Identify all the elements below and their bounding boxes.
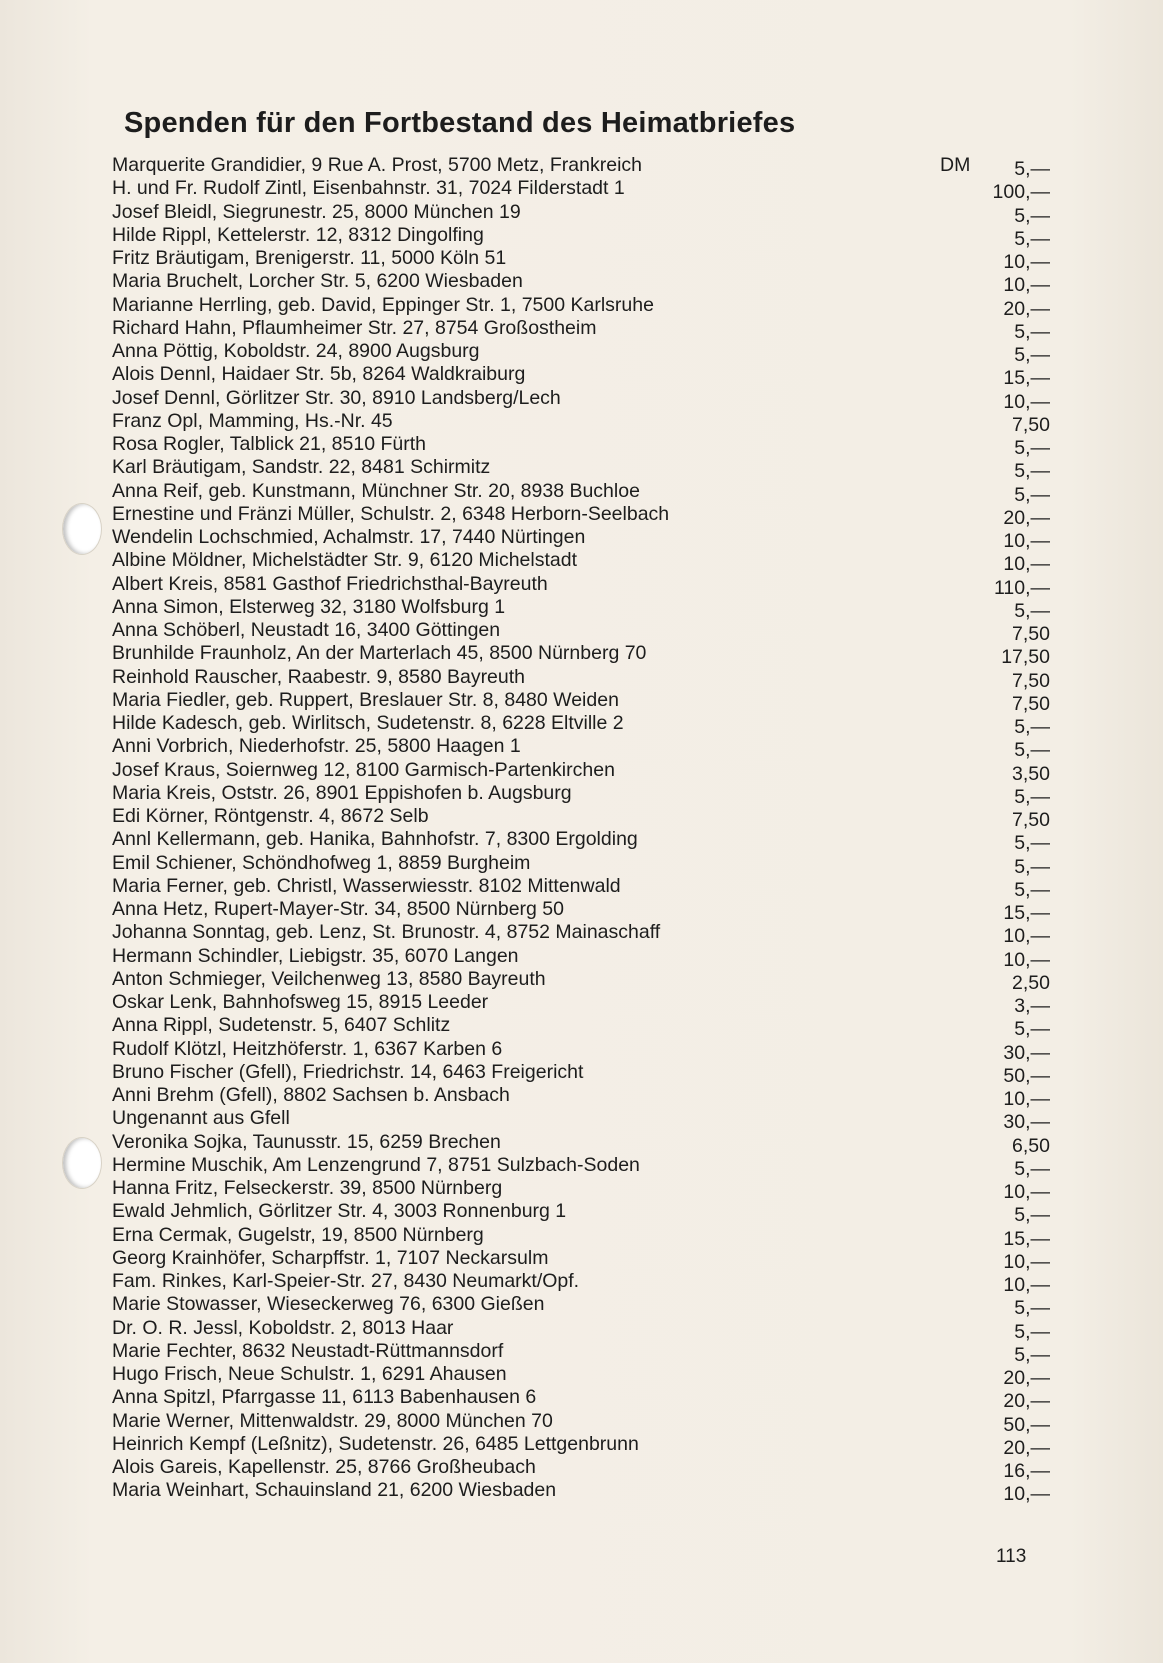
donor-name-address: Rudolf Klötzl, Heitzhöferstr. 1, 6367 Karben 6: [112, 1037, 503, 1060]
donation-row: [112, 735, 1050, 762]
donor-name-address: Josef Kraus, Soiernweg 12, 8100 Garmisch-Partenkirchen: [112, 758, 615, 781]
donation-amount: 10,—: [1003, 925, 1050, 948]
donation-amount: 10,—: [1003, 530, 1050, 552]
donation-amount: 5,—: [1014, 1157, 1050, 1180]
donor-name-address: Maria Ferner, geb. Christl, Wasserwiesstr. 8102 Mittenwald: [112, 874, 621, 897]
donation-row: [112, 688, 1050, 715]
donation-amount: 7,50: [1012, 623, 1050, 645]
donation-amount: 7,50: [1012, 669, 1050, 692]
donor-name-address: Annl Kellermann, geb. Hanika, Bahnhofstr. 7, 8300 Ergolding: [112, 828, 638, 851]
donation-amount: 50,—: [1003, 1413, 1050, 1436]
donation-amount: 5,—: [1014, 460, 1050, 483]
donation-amount: 6,50: [1012, 1134, 1050, 1157]
donor-name-address: Josef Bleidl, Siegrunestr. 25, 8000 München 19: [112, 200, 521, 223]
donation-row: [112, 851, 1050, 878]
donation-row: [112, 526, 1050, 552]
donation-amount: 5,—: [1014, 344, 1050, 366]
donor-name-address: Hilde Rippl, Kettelerstr. 12, 8312 Dingolfing: [112, 223, 484, 246]
donation-row: [112, 1223, 1050, 1250]
donation-row: [112, 316, 1050, 343]
donation-row: [112, 758, 1050, 785]
donor-name-address: Wendelin Lochschmied, Achalmstr. 17, 7440 Nürtingen: [112, 526, 586, 548]
donation-amount: 17,50: [1001, 646, 1050, 669]
donation-amount: 2,50: [1012, 971, 1050, 994]
donation-amount: 10,—: [1003, 390, 1050, 413]
donation-amount: 20,—: [1003, 506, 1050, 529]
donation-row: [112, 619, 1050, 645]
donation-row: [112, 479, 1050, 506]
donation-amount: 5,—: [1014, 878, 1050, 901]
donation-row: [112, 177, 1050, 204]
donation-row: [112, 642, 1050, 669]
currency-label: DM: [940, 154, 971, 176]
donor-name-address: Dr. O. R. Jessl, Koboldstr. 2, 8013 Haar: [112, 1316, 454, 1339]
donor-name-address: Hanna Fritz, Felseckerstr. 39, 8500 Nürnberg: [112, 1177, 503, 1199]
donor-name-address: Oskar Lenk, Bahnhofsweg 15, 8915 Leeder: [112, 991, 489, 1013]
donor-name-address: Anna Spitzl, Pfarrgasse 11, 6113 Babenhausen 6: [112, 1386, 537, 1409]
donation-row: [112, 386, 1050, 413]
donation-row: [112, 456, 1050, 483]
donor-name-address: Anna Schöberl, Neustadt 16, 3400 Göttingen: [112, 619, 501, 641]
donation-amount: 5,—: [1014, 716, 1050, 738]
donation-row: [112, 1246, 1050, 1273]
donor-name-address: Maria Kreis, Oststr. 26, 8901 Eppishofen b. Augsburg: [112, 781, 572, 804]
donor-name-address: Hermine Muschik, Am Lenzengrund 7, 8751 Sulzbach-Soden: [112, 1153, 640, 1176]
donation-row: [112, 1107, 1050, 1134]
donation-amount: 5,—: [1014, 483, 1050, 506]
donation-amount: 50,—: [1003, 1064, 1050, 1087]
donation-amount: 5,—: [1014, 158, 1050, 180]
donor-name-address: Alois Dennl, Haidaer Str. 5b, 8264 Waldkraiburg: [112, 363, 526, 386]
donation-amount: 7,50: [1012, 413, 1050, 436]
donor-name-address: Brunhilde Fraunholz, An der Marterlach 45, 8500 Nürnberg 70: [112, 642, 647, 665]
page-title: Spenden für den Fortbestand des Heimatbriefes: [124, 107, 796, 139]
donation-row: [112, 1409, 1050, 1436]
donation-row: [112, 1316, 1050, 1343]
donor-name-address: Ewald Jehmlich, Görlitzer Str. 4, 3003 Ronnenburg 1: [112, 1200, 567, 1223]
donation-amount: 20,—: [1003, 1390, 1050, 1413]
donation-amount: 3,50: [1012, 762, 1050, 785]
donation-row: [112, 944, 1050, 971]
donation-row: [112, 1130, 1050, 1157]
donor-name-address: Franz Opl, Mamming, Hs.-Nr. 45: [112, 409, 393, 432]
donation-row: [112, 1293, 1050, 1320]
donor-name-address: H. und Fr. Rudolf Zintl, Eisenbahnstr. 31, 7024 Filderstadt 1: [112, 177, 625, 200]
donor-name-address: Hilde Kadesch, geb. Wirlitsch, Sudetenstr. 8, 6228 Eltville 2: [112, 712, 624, 734]
donor-name-address: Marie Werner, Mittenwaldstr. 29, 8000 München 70: [112, 1409, 553, 1432]
donor-name-address: Johanna Sonntag, geb. Lenz, St. Brunostr. 4, 8752 Mainaschaff: [112, 921, 661, 944]
donor-name-address: Anna Hetz, Rupert-Mayer-Str. 34, 8500 Nürnberg 50: [112, 898, 564, 920]
donation-row: [112, 1084, 1050, 1110]
donation-amount: 7,50: [1012, 809, 1050, 831]
donation-amount: 10,—: [1003, 553, 1050, 576]
donation-amount: 10,—: [1003, 274, 1050, 297]
donor-name-address: Rosa Rogler, Talblick 21, 8510 Fürth: [112, 433, 426, 455]
donation-amount: 10,—: [1003, 251, 1050, 273]
donation-amount: 20,—: [1003, 1367, 1050, 1389]
donation-amount: 3,—: [1014, 995, 1050, 1017]
donor-name-address: Hermann Schindler, Liebigstr. 35, 6070 Langen: [112, 944, 519, 967]
donation-row: [112, 363, 1050, 390]
donation-row: [112, 1479, 1050, 1506]
donation-row: [112, 433, 1050, 459]
donor-name-address: Anna Pöttig, Koboldstr. 24, 8900 Augsburg: [112, 340, 480, 362]
donation-row: [112, 1270, 1050, 1296]
donation-amount: 16,—: [1003, 1460, 1050, 1482]
donation-row: [112, 1339, 1050, 1366]
page-number: 113: [996, 1546, 1027, 1567]
donation-row: [112, 781, 1050, 808]
donor-name-address: Alois Gareis, Kapellenstr. 25, 8766 Großheubach: [112, 1456, 536, 1478]
donation-amount: 5,—: [1014, 855, 1050, 878]
donation-amount: 10,—: [1003, 948, 1050, 971]
donation-row: [112, 967, 1050, 994]
donation-amount: 10,—: [1003, 1181, 1050, 1203]
donation-amount: 5,—: [1014, 227, 1050, 250]
donation-row: [112, 1200, 1050, 1227]
donation-amount: 5,—: [1014, 739, 1050, 762]
donation-amount: 5,—: [1014, 1320, 1050, 1343]
donation-amount: 15,—: [1003, 1227, 1050, 1250]
donation-row: [112, 828, 1050, 855]
donation-amount: 5,—: [1014, 1204, 1050, 1227]
donor-name-address: Josef Dennl, Görlitzer Str. 30, 8910 Landsberg/Lech: [112, 386, 561, 409]
punch-hole: [62, 1137, 102, 1189]
donation-amount: 5,—: [1014, 437, 1050, 459]
donation-amount: 7,50: [1012, 692, 1050, 715]
donation-row: [112, 665, 1050, 692]
donation-amount: 5,—: [1014, 599, 1050, 622]
donor-name-address: Karl Bräutigam, Sandstr. 22, 8481 Schirmitz: [112, 456, 491, 479]
donor-name-address: Maria Fiedler, geb. Ruppert, Breslauer Str. 8, 8480 Weiden: [112, 688, 619, 711]
donation-amount: 5,—: [1014, 1343, 1050, 1366]
donation-row: [112, 340, 1050, 366]
donation-row: [112, 595, 1050, 622]
donation-row: [112, 898, 1050, 924]
donor-name-address: Marie Stowasser, Wieseckerweg 76, 6300 Gießen: [112, 1293, 545, 1316]
donor-name-address: Marie Fechter, 8632 Neustadt-Rüttmannsdorf: [112, 1339, 504, 1362]
punch-hole: [62, 503, 102, 555]
donation-row: [112, 1432, 1050, 1459]
donor-name-address: Ungenannt aus Gfell: [112, 1107, 290, 1130]
donor-name-address: Erna Cermak, Gugelstr, 19, 8500 Nürnberg: [112, 1223, 484, 1246]
donation-amount: 30,—: [1003, 1111, 1050, 1134]
donor-name-address: Maria Weinhart, Schauinsland 21, 6200 Wiesbaden: [112, 1479, 557, 1502]
donation-row: [112, 991, 1050, 1017]
donation-row: [112, 1014, 1050, 1041]
donor-name-address: Marquerite Grandidier, 9 Rue A. Prost, 5700 Metz, Frankreich: [112, 154, 642, 176]
donation-row: [112, 1363, 1050, 1389]
donor-name-address: Edi Körner, Röntgenstr. 4, 8672 Selb: [112, 805, 429, 827]
donation-row: [112, 1060, 1050, 1087]
donor-name-address: Reinhold Rauscher, Raabestr. 9, 8580 Bayreuth: [112, 665, 526, 688]
donor-name-address: Fritz Bräutigam, Brenigerstr. 11, 5000 Köln 51: [112, 247, 507, 269]
donation-amount: 15,—: [1003, 367, 1050, 390]
donation-row: [112, 223, 1050, 250]
donation-row: [112, 409, 1050, 436]
donor-name-address: Fam. Rinkes, Karl-Speier-Str. 27, 8430 Neumarkt/Opf.: [112, 1270, 580, 1292]
donation-row: [112, 293, 1050, 320]
donor-name-address: Albert Kreis, 8581 Gasthof Friedrichsthal-Bayreuth: [112, 572, 548, 595]
donation-row: [112, 712, 1050, 738]
donor-name-address: Hugo Frisch, Neue Schulstr. 1, 6291 Ahausen: [112, 1363, 507, 1385]
donation-amount: 5,—: [1014, 204, 1050, 227]
donation-amount: 5,—: [1014, 832, 1050, 855]
donation-row: [112, 502, 1050, 529]
donor-name-address: Bruno Fischer (Gfell), Friedrichstr. 14, 6463 Freigericht: [112, 1060, 584, 1083]
donation-amount: 100,—: [992, 181, 1050, 204]
donation-row: [112, 549, 1050, 576]
donation-amount: 5,—: [1014, 1018, 1050, 1041]
donation-row: [112, 572, 1050, 599]
donation-amount: 10,—: [1003, 1088, 1050, 1110]
donor-name-address: Anna Simon, Elsterweg 32, 3180 Wolfsburg 1: [112, 595, 506, 618]
donation-amount: 5,—: [1014, 785, 1050, 808]
donation-amount: 110,—: [993, 576, 1050, 599]
donation-amount: 5,—: [1014, 320, 1050, 343]
donor-name-address: Veronika Sojka, Taunusstr. 15, 6259 Brechen: [112, 1130, 501, 1153]
donation-row: [112, 1456, 1050, 1482]
donation-row: [112, 874, 1050, 901]
donor-name-address: Anna Rippl, Sudetenstr. 5, 6407 Schlitz: [112, 1014, 451, 1037]
donation-row: [112, 200, 1050, 227]
donor-name-address: Ernestine und Fränzi Müller, Schulstr. 2, 6348 Herborn-Seelbach: [112, 502, 670, 525]
donation-amount: 20,—: [1003, 297, 1050, 320]
donation-row: [112, 805, 1050, 831]
donor-name-address: Anna Reif, geb. Kunstmann, Münchner Str. 20, 8938 Buchloe: [112, 479, 640, 502]
donor-name-address: Anni Brehm (Gfell), 8802 Sachsen b. Ansbach: [112, 1084, 510, 1106]
donation-row: [112, 1037, 1050, 1064]
donation-amount: 5,—: [1014, 1297, 1050, 1320]
donation-row: [112, 247, 1050, 273]
donor-name-address: Heinrich Kempf (Leßnitz), Sudetenstr. 26, 6485 Lettgenbrunn: [112, 1432, 639, 1455]
donation-row: [112, 154, 1050, 180]
donation-amount: 10,—: [1003, 1483, 1050, 1506]
donor-name-address: Georg Krainhöfer, Scharpffstr. 1, 7107 Neckarsulm: [112, 1246, 549, 1269]
donation-amount: 20,—: [1003, 1436, 1050, 1459]
donation-amount: 15,—: [1003, 902, 1050, 924]
donation-list: [112, 154, 1050, 1506]
donation-row: [112, 270, 1050, 297]
donation-row: [112, 1153, 1050, 1180]
donation-row: [112, 921, 1050, 948]
donation-row: [112, 1386, 1050, 1413]
donor-name-address: Albine Möldner, Michelstädter Str. 9, 6120 Michelstadt: [112, 549, 577, 572]
donor-name-address: Anton Schmieger, Veilchenweg 13, 8580 Bayreuth: [112, 967, 546, 990]
donor-name-address: Anni Vorbrich, Niederhofstr. 25, 5800 Haagen 1: [112, 735, 521, 758]
donation-row: [112, 1177, 1050, 1203]
donation-amount: 10,—: [1003, 1250, 1050, 1273]
donor-name-address: Emil Schiener, Schöndhofweg 1, 8859 Burgheim: [112, 851, 531, 874]
donor-name-address: Maria Bruchelt, Lorcher Str. 5, 6200 Wiesbaden: [112, 270, 523, 293]
donor-name-address: Marianne Herrling, geb. David, Eppinger Str. 1, 7500 Karlsruhe: [112, 293, 654, 316]
donation-amount: 10,—: [1003, 1274, 1050, 1296]
donor-name-address: Richard Hahn, Pflaumheimer Str. 27, 8754 Großostheim: [112, 316, 597, 339]
donation-amount: 30,—: [1003, 1041, 1050, 1064]
